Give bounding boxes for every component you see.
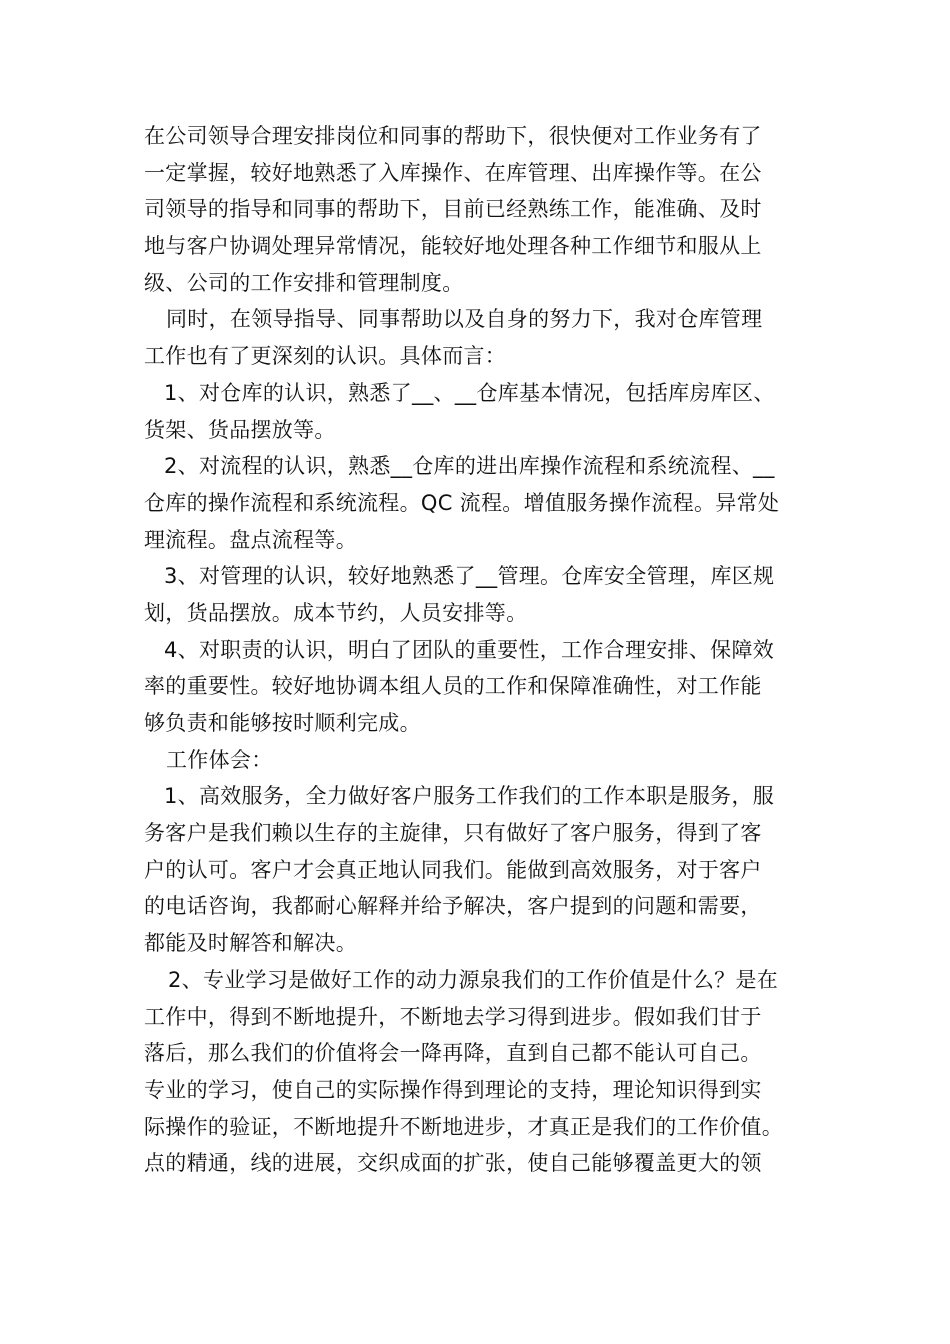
- text-line: 户的认可。客户才会真正地认同我们。能做到高效服务，对于客户: [144, 857, 762, 882]
- text-line: 划，货品摆放。成本节约，人员安排等。: [144, 600, 528, 625]
- section-heading: 工作体会：: [166, 747, 273, 772]
- text-line: 的电话咨询，我都耐心解释并给予解决，客户提到的问题和需要，: [144, 894, 762, 919]
- text-line: 级、公司的工作安排和管理制度。: [144, 270, 464, 295]
- text-line: 司领导的指导和同事的帮助下，目前已经熟练工作，能准确、及时: [144, 197, 762, 222]
- text-line: 都能及时解答和解决。: [144, 931, 357, 956]
- text-line: 工作中，得到不断地提升，不断地去学习得到进步。假如我们甘于: [144, 1004, 762, 1029]
- text-line: 专业的学习，使自己的实际操作得到理论的支持，理论知识得到实: [144, 1077, 762, 1102]
- list-item-line: 4、对职责的认识，明白了团队的重要性，工作合理安排、保障效: [164, 637, 775, 662]
- text-line: 工作也有了更深刻的认识。具体而言：: [144, 344, 507, 369]
- text-line: 仓库的操作流程和系统流程。QC 流程。增值服务操作流程。异常处: [144, 490, 780, 515]
- text-line: 够负责和能够按时顺利完成。: [144, 711, 421, 735]
- text-line: 地与客户协调处理异常情况，能较好地处理各种工作细节和服从上: [144, 234, 762, 259]
- paragraph-start-line: 同时，在领导指导、同事帮助以及自身的努力下，我对仓库管理: [166, 307, 763, 332]
- text-line: 务客户是我们赖以生存的主旋律，只有做好了客户服务，得到了客: [144, 821, 762, 846]
- text-line: 一定掌握，较好地熟悉了入库操作、在库管理、出库操作等。在公: [144, 160, 762, 185]
- list-item-line: 3、对管理的认识，较好地熟悉了__管理。仓库安全管理，库区规: [164, 564, 775, 589]
- text-line: 点的精通，线的进展，交织成面的扩张，使自己能够覆盖更大的领: [144, 1151, 762, 1176]
- list-item-line: 2、专业学习是做好工作的动力源泉我们的工作价值是什么？是在: [168, 967, 779, 992]
- text-line: 际操作的验证，不断地提升不断地进步，才真正是我们的工作价值。: [144, 1114, 783, 1139]
- text-line: 货架、货品摆放等。: [144, 417, 336, 442]
- text-line: 落后，那么我们的价值将会一降再降，直到自己都不能认可自己。: [144, 1041, 762, 1066]
- list-item-line: 1、高效服务，全力做好客户服务工作我们的工作本职是服务，服: [164, 784, 775, 809]
- list-item-line: 2、对流程的认识，熟悉__仓库的进出库操作流程和系统流程、__: [164, 454, 775, 479]
- text-line: 理流程。盘点流程等。: [144, 527, 357, 552]
- text-line: 在公司领导合理安排岗位和同事的帮助下，很快便对工作业务有了: [144, 124, 762, 148]
- list-item-line: 1、对仓库的认识，熟悉了__、__仓库基本情况，包括库房库区、: [164, 380, 775, 405]
- text-line: 率的重要性。较好地协调本组人员的工作和保障准确性，对工作能: [144, 674, 762, 699]
- body-text: [144, 118, 816, 1182]
